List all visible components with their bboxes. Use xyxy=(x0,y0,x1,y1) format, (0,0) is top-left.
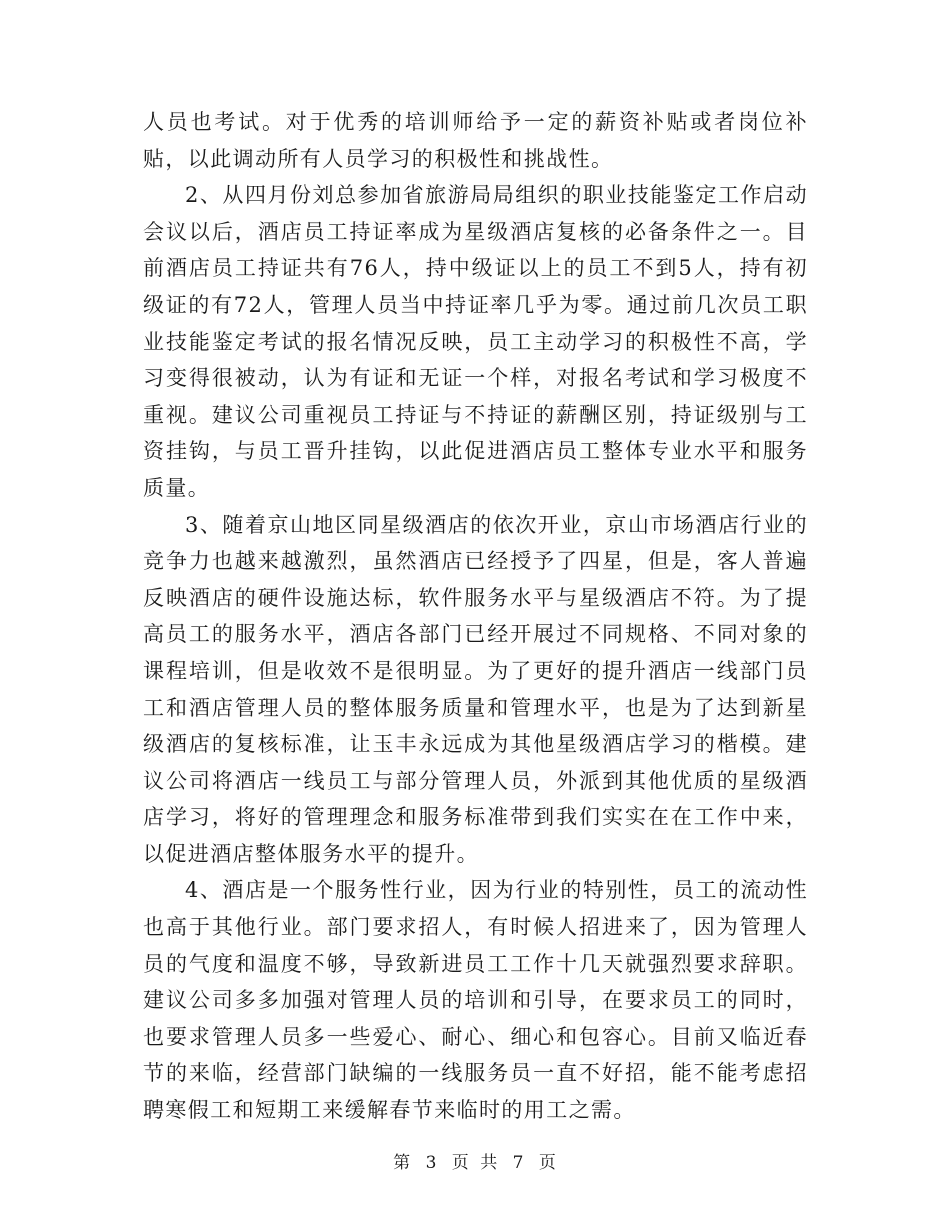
document-body xyxy=(143,104,808,1129)
page-number-footer xyxy=(0,1148,950,1173)
paragraph-item-3: 3、随着京山地区同星级酒店的依次开业，京山市场酒店行业的竞争力也越来越激烈，虽然酒店已经授予了四星，但是，客人普遍反映酒店的硬件设施达标，软件服务水平与星级酒店不符。为了提高员工的服务水平，酒店各部门已经开展过不同规格、不同对象的课程培训，但是收效不是很明显。为了更好的提升酒店一线部门员工和酒店管理人员的整体服务质量和管理水平，也是为了达到新星级酒店的复核标准，让玉丰永远成为其他星级酒店学习的楷模。建议公司将酒店一线员工与部分管理人员，外派到其他优质的星级酒店学习，将好的管理理念和服务标准带到我们实实在在工作中来，以促进酒店整体服务水平的提升。 xyxy=(143,512,808,866)
paragraph-item-4: 4、酒店是一个服务性行业，因为行业的特别性，员工的流动性也高于其他行业。部门要求招人，有时候人招进来了，因为管理人员的气度和温度不够，导致新进员工工作十几天就强烈要求辞职。建议公司多多加强对管理人员的培训和引导，在要求员工的同时，也要求管理人员多一些爱心、耐心、细心和包容心。目前又临近春节的来临，经营部门缺编的一线服务员一直不好招，能不能考虑招聘寒假工和短期工来缓解春节来临时的用工之需。 xyxy=(143,878,808,1123)
paragraph-item-2: 2、从四月份刘总参加省旅游局局组织的职业技能鉴定工作启动会议以后，酒店员工持证率成为星级酒店复核的必备条件之一。目前酒店员工持证共有76人，持中级证以上的员工不到5人，持有初级证的有72人，管理人员当中持证率几乎为零。通过前几次员工职业技能鉴定考试的报名情况反映，员工主动学习的积极性不高，学习变得很被动，认为有证和无证一个样，对报名考试和学习极度不重视。建议公司重视员工持证与不持证的薪酬区别，持证级别与工资挂钩，与员工晋升挂钩，以此促进酒店员工整体专业水平和服务质量。 xyxy=(143,183,808,500)
footer-suffix: 页 xyxy=(538,1153,557,1173)
total-pages-number: 7 xyxy=(512,1153,525,1173)
footer-prefix: 第 xyxy=(393,1153,412,1173)
paragraph-continuation: 人员也考试。对于优秀的培训师给予一定的薪资补贴或者岗位补贴，以此调动所有人员学习的积极性和挑战性。 xyxy=(143,110,808,171)
current-page-number: 3 xyxy=(425,1153,438,1173)
footer-page-word: 页 xyxy=(451,1153,470,1173)
footer-total-word: 共 xyxy=(480,1153,499,1173)
